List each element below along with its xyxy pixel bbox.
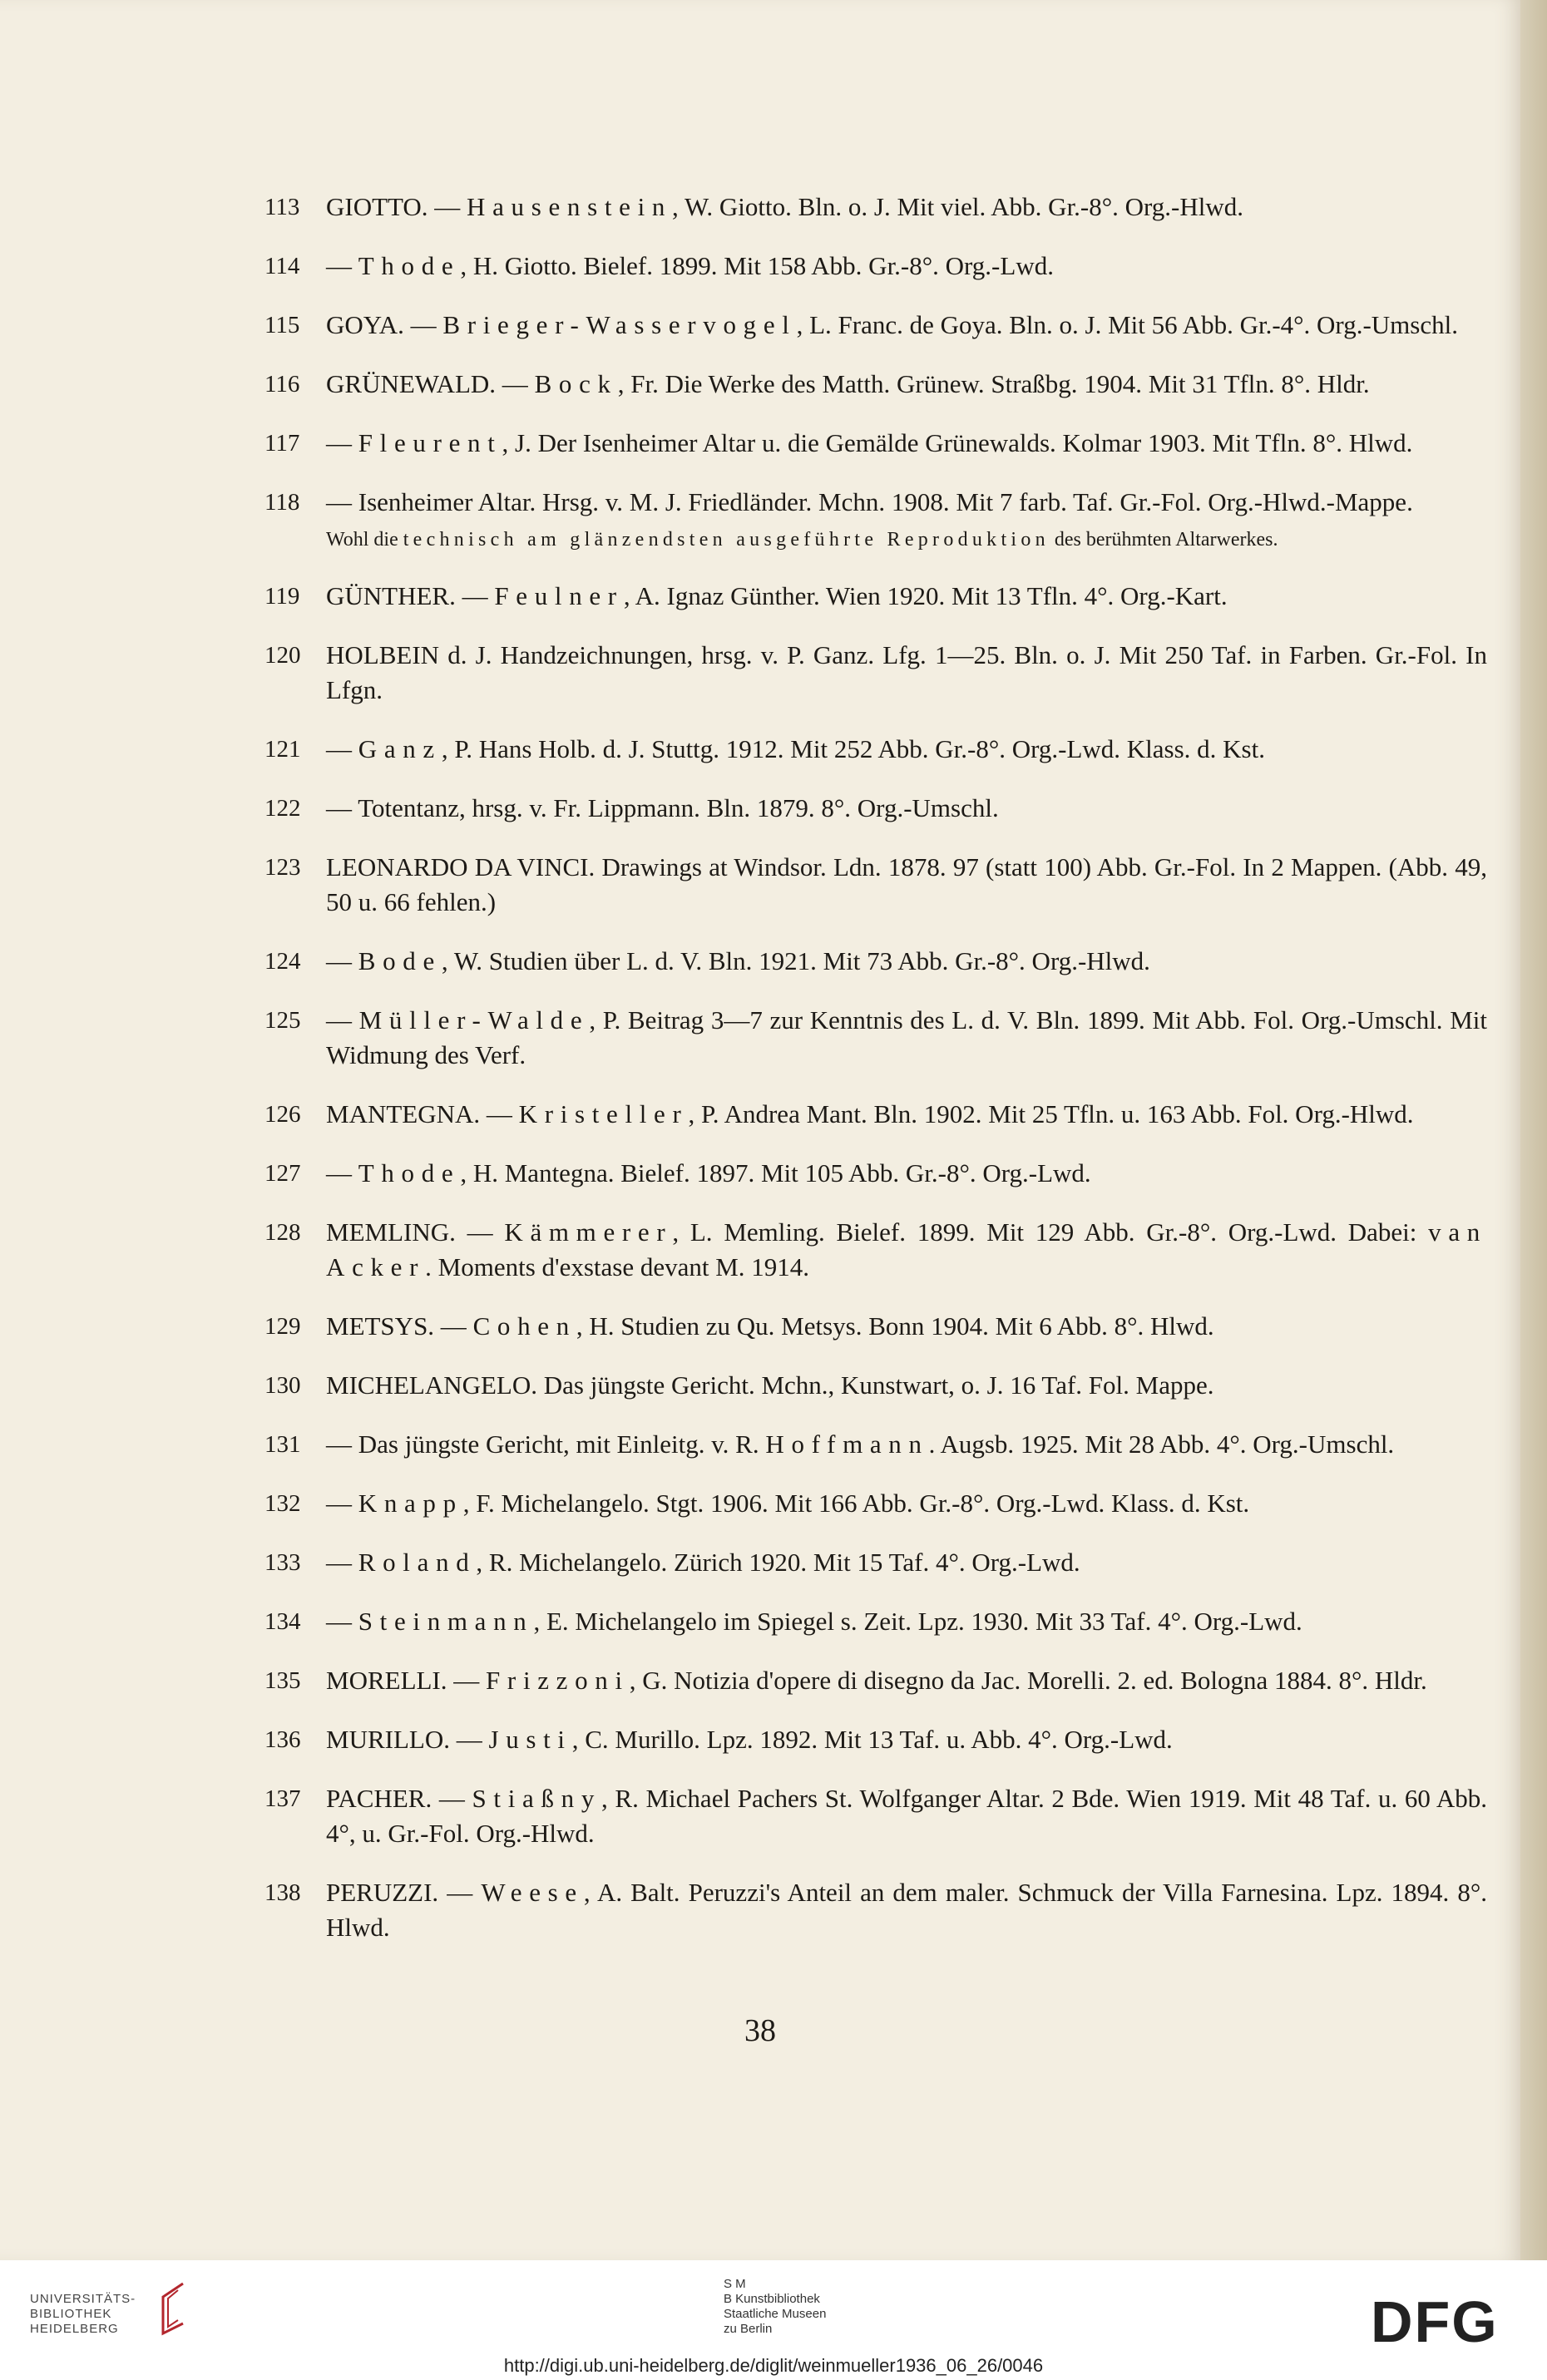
entry-note — [326, 525, 1487, 555]
catalog-entry — [264, 485, 1487, 555]
entry-text-part: MURILLO. — — [326, 1725, 489, 1754]
entry-text-part: MICHELANGELO. Das jüngste Gericht. Mchn., Kunstwart, o. J. 16 Taf. Fol. Mappe. — [326, 1370, 1214, 1400]
entry-number: 136 — [264, 1726, 301, 1753]
kb-logo-line: S M — [724, 2277, 746, 2291]
spaced-author-name: Roland — [358, 1548, 477, 1577]
entry-number: 126 — [264, 1101, 301, 1128]
catalog-entry — [264, 579, 1487, 614]
entry-text — [326, 1427, 1487, 1462]
kb-logo-line: B Kunstbibliothek — [724, 2292, 820, 2306]
entry-text-part: PACHER. — — [326, 1784, 472, 1813]
dfg-logo: DFG — [1371, 2289, 1499, 2354]
entry-text — [326, 1215, 1487, 1285]
entry-number: 138 — [264, 1879, 301, 1906]
entry-text-part: , C. Murillo. Lpz. 1892. Mit 13 Taf. u. Abb. 4°. Org.-Lwd. — [571, 1725, 1173, 1754]
entry-text-part: — Totentanz, hrsg. v. Fr. Lippmann. Bln. 1879. 8°. Org.-Umschl. — [326, 793, 999, 822]
note-text-part: Wohl die — [326, 529, 403, 551]
spaced-author-name: Brieger-Wasservogel — [442, 310, 797, 339]
entry-text-part: HOLBEIN d. J. Handzeichnungen, hrsg. v. P. Ganz. Lfg. 1—25. Bln. o. J. Mit 250 Taf. in Farben. Gr.-Fol. In Lfgn. — [326, 640, 1487, 704]
catalog-entry — [264, 308, 1487, 343]
entry-text — [326, 1003, 1487, 1073]
catalog-entry — [264, 1722, 1487, 1757]
entry-text — [326, 367, 1487, 402]
entry-text-part: — — [326, 1005, 359, 1034]
entry-text — [326, 1663, 1487, 1698]
note-text-part: technisch am glänzendsten ausgeführte Reproduktion — [403, 529, 1050, 551]
entry-number: 116 — [264, 371, 300, 397]
entry-text-part: . Augsb. 1925. Mit 28 Abb. 4°. Org.-Umschl. — [928, 1429, 1395, 1459]
entry-number: 132 — [264, 1490, 301, 1517]
entry-text-part: LEONARDO DA VINCI. Drawings at Windsor. Ldn. 1878. 97 (statt 100) Abb. Gr.-Fol. In 2 Mappen. (Abb. 49, 50 u. 66 fehlen.) — [326, 852, 1487, 916]
entry-text — [326, 249, 1487, 284]
entry-text-part: PERUZZI. — — [326, 1878, 482, 1907]
entry-text — [326, 1097, 1487, 1132]
catalog-entry — [264, 190, 1487, 225]
entry-text-part: GRÜNEWALD. — — [326, 369, 535, 398]
entry-text-part: — Das jüngste Gericht, mit Einleitg. v. R. — [326, 1429, 766, 1459]
entry-text — [326, 850, 1487, 920]
entry-number: 120 — [264, 642, 301, 669]
entry-number: 115 — [264, 312, 300, 338]
catalog-entry — [264, 1427, 1487, 1462]
entry-text-part: , J. Der Isenheimer Altar u. die Gemälde Grünewalds. Kolmar 1903. Mit Tfln. 8°. Hlwd. — [502, 428, 1413, 457]
catalog-entry — [264, 249, 1487, 284]
entry-number: 135 — [264, 1667, 301, 1694]
spaced-author-name: Thode — [358, 1158, 461, 1188]
ub-mark-icon — [146, 2279, 196, 2340]
catalog-entry — [264, 1486, 1487, 1521]
entry-number: 121 — [264, 736, 301, 763]
entry-number: 122 — [264, 795, 301, 822]
page-edge — [1520, 0, 1547, 2260]
entry-text — [326, 1604, 1487, 1639]
entry-text — [326, 732, 1487, 767]
entry-text-part: , P. Andrea Mant. Bln. 1902. Mit 25 Tfln. u. 163 Abb. Fol. Org.-Hlwd. — [688, 1099, 1414, 1128]
entry-number: 128 — [264, 1219, 301, 1246]
entry-text-part: , F. Michelangelo. Stgt. 1906. Mit 166 Abb. Gr.-8°. Org.-Lwd. Klass. d. Kst. — [462, 1489, 1250, 1518]
entry-number: 113 — [264, 194, 300, 220]
catalog-entry — [264, 1368, 1487, 1403]
entry-text-part: , A. Ignaz Günther. Wien 1920. Mit 13 Tfln. 4°. Org.-Kart. — [623, 581, 1228, 610]
entry-text-part: — — [326, 1607, 358, 1636]
catalog-entry — [264, 1545, 1487, 1580]
entry-number: 129 — [264, 1313, 301, 1340]
entry-number: 119 — [264, 583, 300, 610]
entry-text-part: , G. Notizia d'opere di disegno da Jac. Morelli. 2. ed. Bologna 1884. 8°. Hldr. — [629, 1666, 1427, 1695]
spaced-author-name: Bock — [534, 369, 618, 398]
entry-text-part: — — [326, 251, 358, 280]
entry-text-part: , P. Beitrag 3—7 zur Kenntnis des L. d. V. Bln. 1899. Mit Abb. Fol. Org.-Umschl. Mit Widmung des Verf. — [326, 1005, 1487, 1069]
entry-number: 114 — [264, 253, 300, 279]
entry-text-part: , W. Giotto. Bln. o. J. Mit viel. Abb. Gr.-8°. Org.-Hlwd. — [672, 192, 1244, 221]
catalog-entry — [264, 1309, 1487, 1344]
kunstbibliothek-logo — [724, 2277, 890, 2337]
ub-logo-line: UNIVERSITÄTS- — [30, 2292, 136, 2306]
entry-text-part: , L. Franc. de Goya. Bln. o. J. Mit 56 Abb. Gr.-4°. Org.-Umschl. — [796, 310, 1458, 339]
entry-text — [326, 1722, 1487, 1757]
spaced-author-name: Müller-Walde — [358, 1005, 590, 1034]
catalog-entry — [264, 1097, 1487, 1132]
spaced-author-name: Hausenstein — [467, 192, 673, 221]
spaced-author-name: Justi — [488, 1725, 572, 1754]
kb-logo-line: zu Berlin — [724, 2322, 773, 2336]
entry-text — [326, 485, 1487, 555]
entry-text-part: GIOTTO. — — [326, 192, 467, 221]
entry-number: 134 — [264, 1608, 301, 1635]
spaced-author-name: Ganz — [358, 734, 442, 763]
spaced-author-name: van Acker — [326, 1217, 1487, 1281]
spaced-author-name: Frizzoni — [486, 1666, 630, 1695]
entry-text-part: — — [326, 428, 358, 457]
ub-logo-line: BIBLIOTHEK — [30, 2307, 112, 2321]
entry-number: 130 — [264, 1372, 301, 1399]
entry-text-part: — — [326, 946, 358, 975]
entry-text-part: , H. Mantegna. Bielef. 1897. Mit 105 Abb. Gr.-8°. Org.-Lwd. — [460, 1158, 1091, 1188]
spaced-author-name: Weese — [481, 1878, 584, 1907]
entry-text-part: — — [326, 734, 358, 763]
entry-text-part: MEMLING. — — [326, 1217, 505, 1247]
catalog-entry — [264, 791, 1487, 826]
entry-text — [326, 791, 1487, 826]
entry-text-part: METSYS. — — [326, 1311, 473, 1341]
entry-text — [326, 308, 1487, 343]
entry-text-part: MANTEGNA. — — [326, 1099, 519, 1128]
entry-text-part: . Moments d'exstase devant M. 1914. — [425, 1252, 810, 1281]
entry-number: 133 — [264, 1549, 301, 1576]
entry-text-part: , P. Hans Holb. d. J. Stuttg. 1912. Mit 252 Abb. Gr.-8°. Org.-Lwd. Klass. d. Kst. — [441, 734, 1265, 763]
entry-text-part: , E. Michelangelo im Spiegel s. Zeit. Lpz. 1930. Mit 33 Taf. 4°. Org.-Lwd. — [533, 1607, 1302, 1636]
entry-number: 125 — [264, 1007, 301, 1034]
spaced-author-name: Kristeller — [518, 1099, 689, 1128]
catalog-entry — [264, 367, 1487, 402]
spaced-author-name: Kämmerer — [504, 1217, 673, 1247]
entry-text-part: — — [326, 1158, 358, 1188]
permalink-url[interactable]: http://digi.ub.uni-heidelberg.de/diglit/weinmueller1936_06_26/0046 — [503, 2355, 1044, 2376]
entry-text — [326, 190, 1487, 225]
entry-text — [326, 579, 1487, 614]
catalog-entry — [264, 850, 1487, 920]
catalog-entry — [264, 1663, 1487, 1698]
entry-text — [326, 426, 1487, 461]
entry-text-part: — — [326, 1489, 358, 1518]
entry-text-part: , R. Michelangelo. Zürich 1920. Mit 15 Taf. 4°. Org.-Lwd. — [476, 1548, 1080, 1577]
spaced-author-name: Thode — [358, 251, 461, 280]
entry-text — [326, 638, 1487, 708]
entry-text-part: , H. Studien zu Qu. Metsys. Bonn 1904. Mit 6 Abb. 8°. Hlwd. — [576, 1311, 1214, 1341]
entry-text-part: — — [326, 1548, 358, 1577]
entry-number: 127 — [264, 1160, 301, 1187]
entry-text — [326, 1309, 1487, 1344]
entry-text — [326, 1368, 1487, 1403]
entry-text — [326, 1545, 1487, 1580]
entry-text-part: GOYA. — — [326, 310, 443, 339]
spaced-author-name: Knapp — [358, 1489, 463, 1518]
entry-number: 137 — [264, 1785, 301, 1812]
catalog-entry — [264, 1156, 1487, 1191]
spaced-author-name: Bode — [358, 946, 442, 975]
note-text-part: des berühmten Altarwerkes. — [1049, 529, 1278, 551]
catalog-entry — [264, 1215, 1487, 1285]
ub-logo-line: HEIDELBERG — [30, 2322, 119, 2336]
entry-text-part: GÜNTHER. — — [326, 581, 495, 610]
catalog-entry — [264, 1875, 1487, 1945]
spaced-author-name: Cohen — [472, 1311, 576, 1341]
catalog-entry — [264, 944, 1487, 979]
entry-text — [326, 1781, 1487, 1851]
catalog-entry — [264, 1604, 1487, 1639]
catalog-entry — [264, 732, 1487, 767]
entry-text-part: , A. Balt. Peruzzi's Anteil an dem maler. Schmuck der Villa Farnesina. Lpz. 1894. 8°. Hlwd. — [326, 1878, 1487, 1942]
kb-logo-line: Staatliche Museen — [724, 2307, 827, 2321]
catalog-entry — [264, 426, 1487, 461]
catalog-entry — [264, 1781, 1487, 1851]
entry-text — [326, 1156, 1487, 1191]
entry-text-part: , Fr. Die Werke des Matth. Grünew. Straßbg. 1904. Mit 31 Tfln. 8°. Hldr. — [617, 369, 1370, 398]
entry-text — [326, 1875, 1487, 1945]
entry-text-part: MORELLI. — — [326, 1666, 487, 1695]
entry-text-part: — Isenheimer Altar. Hrsg. v. M. J. Friedländer. Mchn. 1908. Mit 7 farb. Taf. Gr.-Fol. Org.-Hlwd.-Mappe. — [326, 487, 1413, 516]
spaced-author-name: Fleurent — [358, 428, 502, 457]
entry-text — [326, 1486, 1487, 1521]
spaced-author-name: Hoffmann — [765, 1429, 929, 1459]
page-number: 38 — [744, 2013, 776, 2048]
catalog-entries — [264, 190, 1487, 1969]
entry-text-part: , L. Memling. Bielef. 1899. Mit 129 Abb. Gr.-8°. Org.-Lwd. Dabei: — [672, 1217, 1429, 1247]
entry-text-part: , R. Michael Pachers St. Wolfganger Altar. 2 Bde. Wien 1919. Mit 48 Taf. u. 60 Abb. 4°, u. Gr.-Fol. Org.-Hlwd. — [326, 1784, 1487, 1848]
entry-number: 124 — [264, 948, 301, 975]
spaced-author-name: Steinmann — [358, 1607, 534, 1636]
catalog-entry — [264, 1003, 1487, 1073]
entry-text — [326, 944, 1487, 979]
catalog-entry — [264, 638, 1487, 708]
entry-text-part: , W. Studien über L. d. V. Bln. 1921. Mit 73 Abb. Gr.-8°. Org.-Hlwd. — [441, 946, 1150, 975]
spaced-author-name: Feulner — [494, 581, 624, 610]
spaced-author-name: Stiaßny — [472, 1784, 602, 1813]
entry-text-part: , H. Giotto. Bielef. 1899. Mit 158 Abb. Gr.-8°. Org.-Lwd. — [460, 251, 1054, 280]
entry-number: 118 — [264, 489, 300, 516]
entry-number: 131 — [264, 1431, 301, 1458]
entry-number: 123 — [264, 854, 301, 881]
entry-number: 117 — [264, 430, 300, 457]
